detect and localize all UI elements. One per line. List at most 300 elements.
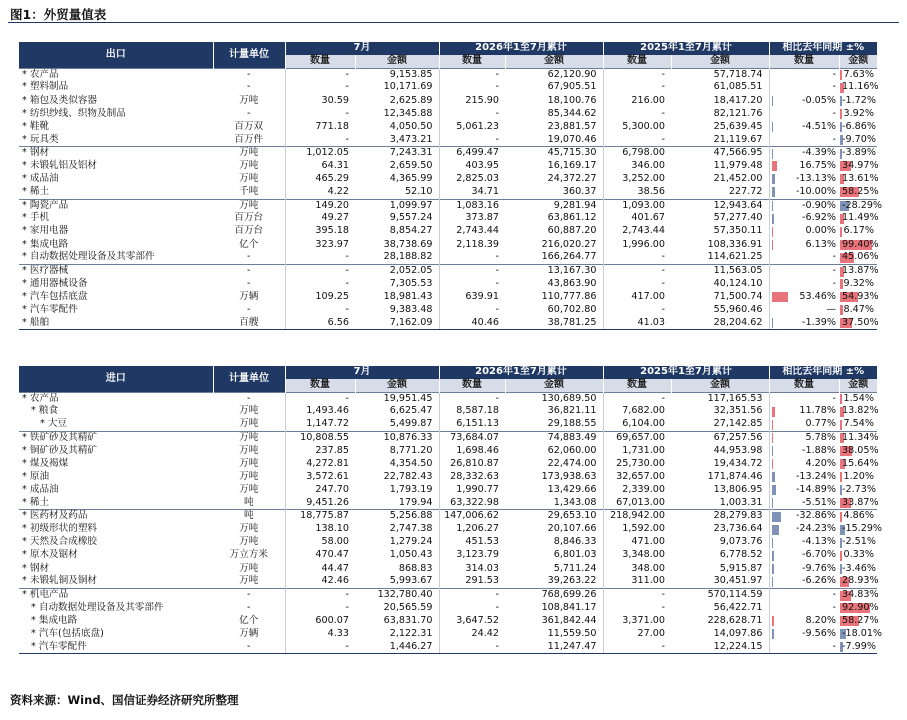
export-table-row bbox=[19, 317, 877, 330]
yoy-amt-value: 1.20% bbox=[843, 470, 875, 482]
unit-cell: 万吨 bbox=[213, 431, 285, 444]
ytd-prior-qty-cell: 348.00 bbox=[603, 562, 671, 575]
month-amt-cell: 10,876.33 bbox=[355, 431, 439, 444]
export-table-row bbox=[19, 278, 877, 291]
month-qty-cell: 247.70 bbox=[285, 484, 355, 497]
unit-cell: 万吨 bbox=[239, 173, 259, 185]
title-rule bbox=[8, 22, 899, 23]
yoy-qty-cell bbox=[769, 510, 839, 523]
ytd-prior-qty-cell: 3,348.00 bbox=[603, 549, 671, 562]
ytd-current-amt-cell: 22,474.00 bbox=[547, 457, 597, 469]
item-name-cell: * 稀土 bbox=[22, 185, 50, 197]
yoy-qty-value: -4.51% bbox=[802, 120, 836, 132]
yoy-amt-value: 13.82% bbox=[842, 405, 879, 417]
ytd-current-qty-cell: 6,499.47 bbox=[439, 147, 505, 160]
unit-cell: 万吨 bbox=[239, 470, 259, 482]
yoy-qty-data-bar bbox=[772, 407, 776, 417]
ytd-current-qty-cell: 2,825.03 bbox=[439, 173, 505, 186]
yoy-amt-cell bbox=[839, 562, 877, 575]
month-amt-cell: 2,625.89 bbox=[389, 94, 433, 106]
month-amt-cell: 22,782.43 bbox=[383, 470, 433, 482]
yoy-qty-value: - bbox=[832, 81, 836, 93]
month-amt-cell: 1,279.24 bbox=[389, 536, 433, 548]
ytd-prior-amt-cell: 57,277.40 bbox=[713, 212, 763, 224]
month-qty-cell: 30.59 bbox=[285, 94, 355, 107]
ytd-prior-qty-cell: 25,730.00 bbox=[603, 458, 671, 471]
import-table-row bbox=[19, 562, 877, 575]
ytd-current-qty-cell: 215.90 bbox=[439, 94, 505, 107]
unit-cell: 万吨 bbox=[239, 484, 259, 495]
item-name-cell: * 汽车零配件 bbox=[19, 641, 213, 654]
yoy-amt-value: 34.83% bbox=[842, 589, 879, 600]
yoy-qty-value: -5.51% bbox=[802, 496, 836, 508]
ytd-current-amt-cell: 60,702.80 bbox=[547, 304, 597, 316]
unit-cell: 百万双 bbox=[234, 120, 264, 132]
month-amt-cell: 1,099.97 bbox=[355, 199, 439, 212]
month-qty-cell: - bbox=[285, 134, 355, 147]
yoy-amt-cell bbox=[839, 212, 877, 225]
month-qty-cell: 1,012.05 bbox=[285, 147, 355, 160]
yoy-amt-cell bbox=[839, 304, 877, 317]
month-amt-cell: 2,122.31 bbox=[389, 628, 433, 640]
ytd-prior-amt-cell: 44,953.98 bbox=[713, 444, 763, 456]
ytd-prior-qty-cell: - bbox=[603, 602, 671, 615]
month-qty-cell: 18,775.87 bbox=[285, 510, 355, 523]
ytd-prior-amt-cell: 61,085.51 bbox=[713, 81, 763, 93]
unit-cell: 万吨 bbox=[213, 199, 285, 212]
yoy-amt-value: 38.05% bbox=[842, 444, 879, 456]
ytd-prior-qty-cell: 67,013.00 bbox=[603, 497, 671, 510]
unit-cell: - bbox=[213, 265, 285, 278]
month-amt-cell: 9,557.24 bbox=[389, 212, 433, 224]
ytd-current-qty-cell: 24.42 bbox=[439, 628, 505, 641]
ytd-current-amt-cell: 216,020.27 bbox=[541, 238, 597, 250]
ytd-current-amt-cell: 19,070.46 bbox=[547, 133, 597, 145]
import-yoy-qty-header: 数量 bbox=[769, 379, 839, 392]
ytd-current-qty-cell: 403.95 bbox=[439, 160, 505, 173]
export-table-row bbox=[19, 186, 877, 199]
export-table-row bbox=[19, 107, 877, 120]
ytd-prior-amt-cell: 19,434.72 bbox=[713, 457, 763, 469]
unit-cell: 万吨 bbox=[239, 562, 259, 574]
ytd-current-amt-cell: 1,343.08 bbox=[553, 496, 597, 508]
ytd-current-amt-cell: 24,372.27 bbox=[547, 173, 597, 185]
month-qty-cell: 138.10 bbox=[285, 523, 355, 536]
yoy-amt-cell bbox=[839, 291, 877, 304]
ytd-prior-amt-cell: 171,874.46 bbox=[707, 470, 763, 482]
month-qty-cell: - bbox=[285, 251, 355, 264]
ytd-prior-amt-cell: 28,204.62 bbox=[671, 317, 769, 330]
item-name-cell: * 煤及褐煤 bbox=[22, 457, 69, 469]
month-qty-cell: - bbox=[285, 589, 355, 602]
item-name-cell: * 粮食 bbox=[31, 405, 59, 417]
month-amt-cell: 5,993.67 bbox=[389, 575, 433, 587]
ytd-current-amt-cell: 74,883.49 bbox=[505, 431, 603, 444]
yoy-qty-cell bbox=[769, 418, 839, 431]
yoy-qty-data-bar bbox=[772, 161, 777, 171]
yoy-qty-value: - bbox=[832, 589, 836, 600]
export-ytd-current-qty-header: 数量 bbox=[439, 55, 505, 68]
month-amt-cell: 7,162.09 bbox=[355, 317, 439, 330]
yoy-qty-cell bbox=[769, 186, 839, 199]
yoy-amt-value: 11.16% bbox=[842, 81, 879, 93]
ytd-current-qty-cell: 34.71 bbox=[439, 186, 505, 199]
yoy-qty-cell bbox=[769, 173, 839, 186]
ytd-current-amt-cell: 39,263.22 bbox=[547, 575, 597, 587]
yoy-amt-value: 13.61% bbox=[842, 173, 879, 185]
item-name-cell: * 成品油 bbox=[22, 484, 59, 495]
ytd-current-amt-cell: 130,689.50 bbox=[505, 392, 603, 405]
item-name-cell: * 初级形状的塑料 bbox=[22, 523, 98, 535]
unit-cell: - bbox=[247, 277, 251, 289]
export-yoy-header: 相比去年同期 ±% bbox=[769, 42, 877, 55]
export-unit-header: 计量单位 bbox=[213, 42, 285, 68]
item-name-cell: * 汽车(包括底盘) bbox=[31, 628, 104, 640]
month-amt-cell: 132,780.40 bbox=[355, 589, 439, 602]
yoy-qty-value: -1.39% bbox=[802, 316, 836, 328]
yoy-amt-value: -6.86% bbox=[842, 120, 876, 132]
yoy-qty-data-bar bbox=[772, 187, 775, 197]
yoy-qty-value: 0.77% bbox=[805, 418, 836, 430]
ytd-current-qty-cell: 73,684.07 bbox=[439, 431, 505, 444]
yoy-qty-value: - bbox=[832, 640, 836, 652]
ytd-current-amt-cell: 768,699.26 bbox=[505, 589, 603, 602]
yoy-amt-cell bbox=[839, 225, 877, 238]
ytd-current-amt-cell: 108,841.17 bbox=[541, 601, 597, 613]
month-qty-cell: 42.46 bbox=[285, 575, 355, 588]
month-qty-cell: 9,451.26 bbox=[285, 497, 355, 510]
unit-cell: - bbox=[247, 251, 251, 263]
yoy-qty-value: -13.13% bbox=[795, 173, 836, 185]
ytd-current-amt-cell: 63,861.12 bbox=[547, 212, 597, 224]
yoy-amt-cell bbox=[839, 549, 877, 562]
ytd-prior-amt-cell: 9,073.76 bbox=[719, 536, 763, 548]
import-month-amt-header: 金额 bbox=[355, 379, 439, 392]
month-qty-cell: 470.47 bbox=[285, 549, 355, 562]
item-name-cell: * 汽车零配件 bbox=[22, 304, 78, 316]
ytd-prior-amt-cell: 32,351.56 bbox=[713, 405, 763, 417]
import-table-row bbox=[19, 418, 877, 431]
month-amt-cell: 3,473.21 bbox=[389, 133, 433, 145]
month-amt-cell: 19,951.45 bbox=[355, 392, 439, 405]
unit-cell: - bbox=[213, 392, 285, 405]
export-table-row bbox=[19, 225, 877, 238]
unit-cell: 万吨 bbox=[239, 418, 259, 430]
ytd-prior-qty-cell: 27.00 bbox=[603, 628, 671, 641]
ytd-prior-amt-cell: 57,718.74 bbox=[671, 68, 769, 81]
yoy-amt-cell bbox=[839, 147, 877, 160]
yoy-amt-value: -15.29% bbox=[842, 523, 883, 535]
month-qty-cell: 6.56 bbox=[285, 317, 355, 330]
yoy-qty-cell bbox=[769, 68, 839, 81]
yoy-amt-cell bbox=[839, 458, 877, 471]
yoy-qty-cell bbox=[769, 444, 839, 457]
import-ytd-prior-amt-header: 金额 bbox=[671, 379, 769, 392]
yoy-amt-cell bbox=[839, 251, 877, 264]
ytd-prior-amt-cell: 67,257.56 bbox=[671, 431, 769, 444]
ytd-prior-qty-cell: - bbox=[603, 641, 671, 654]
unit-cell: 万吨 bbox=[239, 457, 259, 469]
yoy-qty-value: 6.13% bbox=[805, 238, 836, 250]
ytd-current-amt-cell: 23,881.57 bbox=[547, 120, 597, 132]
item-name-cell: * 原木及锯材 bbox=[22, 549, 78, 561]
export-yoy-qty-header: 数量 bbox=[769, 55, 839, 68]
ytd-prior-qty-cell: - bbox=[603, 134, 671, 147]
month-qty-cell: 323.97 bbox=[285, 238, 355, 251]
yoy-qty-cell bbox=[769, 107, 839, 120]
yoy-amt-cell bbox=[839, 173, 877, 186]
month-amt-cell: 8,854.27 bbox=[389, 225, 433, 237]
ytd-prior-qty-cell: 32,657.00 bbox=[603, 471, 671, 484]
month-amt-cell: 63,831.70 bbox=[383, 614, 433, 626]
yoy-amt-value: 54.93% bbox=[842, 290, 879, 302]
unit-cell: - bbox=[247, 601, 251, 613]
ytd-prior-amt-cell: 56,422.71 bbox=[713, 601, 763, 613]
item-name-cell: * 家用电器 bbox=[22, 225, 69, 237]
ytd-current-amt-cell: 29,653.10 bbox=[505, 510, 603, 523]
month-amt-cell: 6,625.47 bbox=[389, 405, 433, 417]
ytd-prior-qty-cell: - bbox=[603, 278, 671, 291]
unit-cell: - bbox=[247, 81, 251, 93]
yoy-amt-cell bbox=[839, 523, 883, 536]
ytd-current-qty-cell: 2,743.44 bbox=[439, 225, 505, 238]
ytd-prior-qty-cell: 3,252.00 bbox=[603, 173, 671, 186]
ytd-current-qty-cell: 63,322.98 bbox=[439, 497, 505, 510]
ytd-prior-qty-cell: 218,942.00 bbox=[603, 510, 671, 523]
ytd-prior-qty-cell: - bbox=[603, 251, 671, 264]
yoy-amt-value: 1.54% bbox=[843, 392, 875, 404]
item-name-cell: * 铁矿砂及其精矿 bbox=[19, 431, 213, 444]
item-name-cell: * 陶瓷产品 bbox=[19, 199, 213, 212]
yoy-amt-cell bbox=[839, 265, 877, 278]
import-section-header: 进口 bbox=[19, 366, 213, 392]
month-amt-cell: 4,050.50 bbox=[389, 120, 433, 132]
yoy-amt-data-bar bbox=[840, 227, 842, 237]
yoy-qty-data-bar bbox=[772, 446, 774, 456]
month-amt-cell: 2,747.38 bbox=[389, 523, 433, 535]
yoy-qty-value: -10.00% bbox=[795, 185, 836, 197]
ytd-prior-amt-cell: 11,979.48 bbox=[713, 160, 763, 171]
item-name-cell: * 集成电路 bbox=[22, 238, 69, 250]
export-table-row bbox=[19, 160, 877, 173]
month-qty-cell: 4,272.81 bbox=[285, 458, 355, 471]
ytd-current-amt-cell: 43,863.90 bbox=[547, 277, 597, 289]
month-qty-cell: - bbox=[285, 641, 355, 654]
yoy-qty-value: -9.56% bbox=[802, 628, 836, 640]
yoy-qty-value: -32.86% bbox=[795, 510, 836, 522]
ytd-current-qty-cell: - bbox=[439, 265, 505, 278]
ytd-current-amt-cell: 62,060.00 bbox=[547, 444, 597, 456]
month-amt-cell: 2,052.05 bbox=[355, 265, 439, 278]
unit-cell: 万辆 bbox=[239, 628, 259, 640]
yoy-qty-data-bar bbox=[772, 459, 774, 469]
yoy-qty-cell bbox=[769, 199, 839, 212]
yoy-amt-cell bbox=[839, 94, 877, 107]
yoy-qty-value: — bbox=[826, 304, 836, 316]
ytd-prior-amt-cell: 108,336.91 bbox=[707, 238, 763, 250]
unit-cell: - bbox=[213, 589, 285, 602]
yoy-amt-value: 33.87% bbox=[842, 496, 879, 508]
import-table-row bbox=[19, 458, 877, 471]
yoy-qty-data-bar bbox=[772, 512, 782, 522]
export-table-row bbox=[19, 291, 877, 304]
export-ytd-prior-amt-header: 金额 bbox=[671, 55, 769, 68]
yoy-qty-value: 0.00% bbox=[805, 225, 836, 237]
month-amt-cell: 868.83 bbox=[398, 562, 433, 574]
yoy-amt-cell bbox=[839, 81, 877, 94]
ytd-current-qty-cell: 314.03 bbox=[439, 562, 505, 575]
item-name-cell: * 手机 bbox=[22, 212, 50, 224]
ytd-prior-amt-cell: 55,960.46 bbox=[713, 304, 763, 316]
unit-cell: - bbox=[213, 68, 285, 81]
ytd-current-amt-cell: 29,188.55 bbox=[547, 418, 597, 430]
yoy-amt-cell bbox=[839, 405, 877, 418]
ytd-current-qty-cell: 291.53 bbox=[439, 575, 505, 588]
yoy-qty-cell bbox=[769, 497, 839, 510]
ytd-prior-qty-cell: 3,371.00 bbox=[603, 615, 671, 628]
ytd-prior-amt-cell: 18,417.20 bbox=[713, 94, 763, 106]
yoy-qty-data-bar bbox=[772, 433, 774, 443]
month-qty-cell: 49.27 bbox=[285, 212, 355, 225]
yoy-amt-value: 8.47% bbox=[843, 304, 875, 316]
ytd-current-qty-cell: 6,151.13 bbox=[439, 418, 505, 431]
yoy-qty-cell bbox=[769, 81, 839, 94]
yoy-qty-data-bar bbox=[772, 318, 774, 328]
import-ytd-prior-header: 2025年1至7月累计 bbox=[603, 366, 769, 379]
ytd-prior-qty-cell: 1,093.00 bbox=[603, 199, 671, 212]
import-table-row bbox=[19, 523, 877, 536]
export-ytd-prior-qty-header: 数量 bbox=[603, 55, 671, 68]
import-table-row bbox=[19, 444, 877, 457]
yoy-qty-cell bbox=[769, 575, 839, 588]
unit-cell: 亿个 bbox=[239, 614, 259, 626]
yoy-qty-data-bar bbox=[772, 149, 774, 159]
yoy-amt-data-bar bbox=[840, 512, 842, 522]
item-name-cell: * 成品油 bbox=[22, 173, 59, 185]
ytd-prior-amt-cell: 23,736.64 bbox=[713, 523, 763, 535]
import-table-row bbox=[19, 510, 877, 523]
item-name-cell: * 农产品 bbox=[19, 68, 213, 81]
yoy-amt-value: -2.73% bbox=[842, 484, 876, 495]
ytd-prior-amt-cell: 12,943.64 bbox=[671, 199, 769, 212]
yoy-qty-value: 5.78% bbox=[805, 431, 836, 443]
yoy-qty-cell bbox=[769, 458, 839, 471]
item-name-cell: * 通用器械设备 bbox=[22, 277, 88, 289]
ytd-current-qty-cell: - bbox=[439, 589, 505, 602]
month-amt-cell: 179.94 bbox=[398, 496, 433, 508]
month-qty-cell: 1,147.72 bbox=[285, 418, 355, 431]
ytd-prior-qty-cell: 2,743.44 bbox=[603, 225, 671, 238]
ytd-current-amt-cell: 360.37 bbox=[562, 185, 597, 197]
ytd-current-qty-cell: 8,587.18 bbox=[439, 405, 505, 418]
ytd-prior-amt-cell: 6,778.52 bbox=[719, 549, 763, 561]
yoy-amt-value: 92.90% bbox=[842, 601, 879, 613]
ytd-prior-qty-cell: - bbox=[603, 392, 671, 405]
month-amt-cell: 1,446.27 bbox=[355, 641, 439, 654]
import-month-qty-header: 数量 bbox=[285, 379, 355, 392]
export-table-body bbox=[19, 68, 883, 330]
yoy-amt-cell bbox=[839, 392, 877, 405]
yoy-qty-data-bar bbox=[772, 472, 776, 482]
export-yoy-amt-header: 金额 bbox=[839, 55, 877, 68]
ytd-prior-amt-cell: 11,563.05 bbox=[671, 265, 769, 278]
ytd-prior-amt-cell: 5,915.87 bbox=[719, 562, 763, 574]
yoy-amt-cell bbox=[839, 575, 877, 588]
ytd-prior-amt-cell: 47,566.95 bbox=[671, 147, 769, 160]
ytd-prior-qty-cell: - bbox=[603, 107, 671, 120]
month-amt-cell: 5,499.87 bbox=[389, 418, 433, 430]
ytd-prior-amt-cell: 27,142.85 bbox=[713, 418, 763, 430]
ytd-prior-amt-cell: 30,451.97 bbox=[713, 575, 763, 587]
yoy-qty-data-bar bbox=[772, 174, 776, 184]
export-table-row bbox=[19, 251, 877, 264]
unit-cell: - bbox=[247, 107, 251, 119]
yoy-qty-value: 53.46% bbox=[799, 290, 836, 302]
ytd-current-qty-cell: 1,206.27 bbox=[439, 523, 505, 536]
yoy-qty-cell bbox=[769, 265, 839, 278]
yoy-amt-cell bbox=[839, 484, 877, 497]
yoy-qty-value: -6.92% bbox=[802, 212, 836, 224]
yoy-qty-cell bbox=[769, 212, 839, 225]
yoy-amt-value: 7.63% bbox=[843, 68, 875, 80]
import-table-row bbox=[19, 431, 877, 444]
yoy-amt-data-bar bbox=[840, 420, 842, 430]
ytd-prior-qty-cell: 1,731.00 bbox=[603, 444, 671, 457]
ytd-prior-amt-cell: 82,121.76 bbox=[713, 107, 763, 119]
month-amt-cell: 10,171.69 bbox=[383, 81, 433, 93]
ytd-current-qty-cell: - bbox=[439, 641, 505, 654]
unit-cell: 百艘 bbox=[213, 317, 285, 330]
yoy-amt-value: 6.17% bbox=[843, 225, 875, 237]
import-yoy-header: 相比去年同期 ±% bbox=[769, 366, 877, 379]
month-amt-cell: 9,383.48 bbox=[389, 304, 433, 316]
export-table-row bbox=[19, 265, 877, 278]
ytd-current-qty-cell: 639.91 bbox=[439, 291, 505, 304]
yoy-qty-data-bar bbox=[772, 525, 779, 535]
unit-cell: 百万件 bbox=[234, 133, 264, 145]
yoy-amt-value: 7.54% bbox=[843, 418, 875, 430]
export-table-row bbox=[19, 120, 877, 133]
yoy-qty-value: -24.23% bbox=[795, 523, 836, 535]
item-name-cell: * 原油 bbox=[22, 470, 50, 482]
document-title: 图1：外贸量值表 bbox=[10, 7, 107, 22]
yoy-qty-cell bbox=[769, 562, 839, 575]
import-month-header: 7月 bbox=[285, 366, 439, 379]
month-amt-cell: 20,565.59 bbox=[383, 601, 433, 613]
month-qty-cell: - bbox=[285, 392, 355, 405]
unit-cell: 万吨 bbox=[239, 523, 259, 535]
ytd-current-qty-cell: 1,083.16 bbox=[439, 199, 505, 212]
yoy-qty-data-bar bbox=[772, 96, 774, 106]
import-table-row bbox=[19, 497, 877, 510]
yoy-qty-cell bbox=[769, 278, 839, 291]
yoy-amt-value: 4.86% bbox=[843, 510, 875, 522]
ytd-current-amt-cell: 13,167.30 bbox=[505, 265, 603, 278]
yoy-qty-value: - bbox=[832, 392, 836, 404]
yoy-qty-cell bbox=[769, 615, 839, 628]
ytd-current-amt-cell: 173,938.63 bbox=[541, 470, 597, 482]
ytd-current-qty-cell: - bbox=[439, 81, 505, 94]
ytd-prior-amt-cell: 40,124.10 bbox=[713, 277, 763, 289]
item-name-cell: * 钢材 bbox=[19, 147, 213, 160]
ytd-prior-qty-cell: 471.00 bbox=[603, 536, 671, 549]
ytd-current-qty-cell: 28,332.63 bbox=[439, 471, 505, 484]
unit-cell: 万吨 bbox=[239, 536, 259, 548]
ytd-prior-qty-cell: - bbox=[603, 265, 671, 278]
item-name-cell: * 塑料制品 bbox=[22, 81, 69, 93]
ytd-prior-qty-cell: 6,798.00 bbox=[603, 147, 671, 160]
unit-cell: 百万台 bbox=[234, 212, 264, 224]
